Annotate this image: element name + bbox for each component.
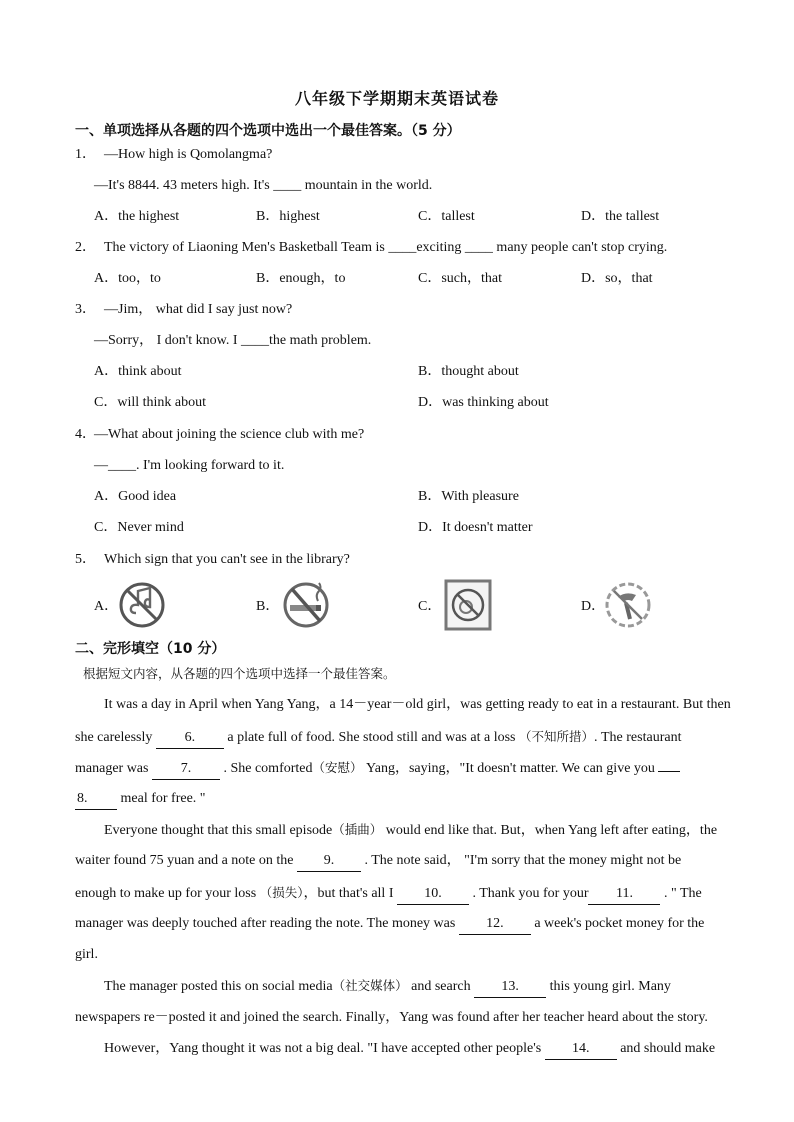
q1-option-b: B．highest bbox=[256, 209, 320, 224]
no-phone-sign-icon bbox=[604, 575, 652, 631]
q4-option-c: C．Never mind bbox=[94, 520, 184, 535]
question-3-text: —Jim， what did I say just now? bbox=[104, 302, 293, 317]
blank-9[interactable]: 9. bbox=[297, 851, 361, 872]
question-5-number: 5． bbox=[75, 552, 96, 567]
passage-line: manager was deeply touched after reading the note. The money was 12. a week's pocket money for the bbox=[75, 914, 704, 935]
passage-line: Everyone thought that this small episode（插曲） would end like that. But，when Yang left after eating，the bbox=[104, 822, 718, 838]
q4-option-d: D．It doesn't matter bbox=[418, 520, 533, 535]
question-2-number: 2． bbox=[75, 240, 96, 255]
passage-line: 8. meal for free. " bbox=[75, 789, 206, 810]
blank-6[interactable]: 6. bbox=[156, 728, 224, 749]
q2-option-d: D．so，that bbox=[581, 271, 653, 286]
q3-option-d: D．was thinking about bbox=[418, 395, 549, 410]
question-4-number: 4． bbox=[75, 427, 96, 442]
q3-option-a: A．think about bbox=[94, 364, 182, 379]
passage-line: manager was 7. . She comforted（安慰） Yang，saying，"It doesn't matter. We can give you bbox=[75, 758, 680, 780]
question-4-text: —What about joining the science club with me? bbox=[94, 427, 365, 442]
question-3-number: 3． bbox=[75, 302, 96, 317]
passage-line: The manager posted this on social media（社交媒体） and search 13. this young girl. Many bbox=[104, 976, 671, 998]
passage-line: girl. bbox=[75, 947, 98, 962]
q1-option-a: A．the highest bbox=[94, 209, 180, 224]
no-music-sign-icon bbox=[118, 575, 166, 631]
question-3-reply: —Sorry， I don't know. I ____the math problem. bbox=[94, 333, 372, 348]
q5-option-a: A． bbox=[94, 599, 119, 614]
blank-14[interactable]: 14. bbox=[545, 1039, 617, 1060]
blank-7[interactable]: 7. bbox=[152, 759, 220, 780]
passage-line: However，Yang thought it was not a big deal. "I have accepted other people's 14. and should make bbox=[104, 1039, 715, 1060]
section2-heading: 二、完形填空（10 分） bbox=[75, 641, 226, 657]
q2-option-a: A．too，to bbox=[94, 271, 161, 286]
q4-option-a: A．Good idea bbox=[94, 489, 177, 504]
passage-line: waiter found 75 yuan and a note on the 9. . The note said， "I'm sorry that the money might not be bbox=[75, 851, 681, 872]
question-1-reply: —It's 8844. 43 meters high. It's ____ mountain in the world. bbox=[94, 178, 433, 193]
no-smoking-sign-icon bbox=[282, 575, 330, 631]
question-5-text: Which sign that you can't see in the library? bbox=[104, 552, 350, 567]
passage-line: she carelessly 6. a plate full of food. She stood still and was at a loss （不知所措）. The restaurant bbox=[75, 727, 681, 749]
question-4-reply: —____. I'm looking forward to it. bbox=[94, 458, 285, 473]
section2-instruction: 根据短文内容，从各题的四个选项中选择一个最佳答案。 bbox=[83, 666, 396, 681]
blank-12[interactable]: 12. bbox=[459, 914, 531, 935]
section1-heading: 一、单项选择从各题的四个选项中选出一个最佳答案。（5 分） bbox=[75, 123, 461, 139]
blank-8[interactable]: 8. bbox=[75, 789, 117, 810]
question-1-number: 1． bbox=[75, 147, 96, 162]
blank-13[interactable]: 13. bbox=[474, 977, 546, 998]
passage-line: It was a day in April when Yang Yang，a 14－year－old girl，was getting ready to eat in a restaurant. But then bbox=[104, 697, 731, 712]
q3-option-b: B．thought about bbox=[418, 364, 519, 379]
q2-option-c: C．such，that bbox=[418, 271, 502, 286]
q4-option-b: B．With pleasure bbox=[418, 489, 519, 504]
page-title: 八年级下学期期末英语试卷 bbox=[294, 89, 499, 108]
q5-option-c: C． bbox=[418, 599, 442, 614]
q1-option-d: D．the tallest bbox=[581, 209, 660, 224]
passage-line: newspapers re－posted it and joined the search. Finally，Yang was found after her teacher heard about the story. bbox=[75, 1010, 708, 1025]
question-1-text: —How high is Qomolangma? bbox=[104, 147, 273, 162]
q2-option-b: B．enough，to bbox=[256, 271, 346, 286]
blank-11[interactable]: 11. bbox=[588, 884, 660, 905]
question-2-text: The victory of Liaoning Men's Basketball Team is ____exciting ____ many people can't stop crying. bbox=[104, 240, 668, 255]
q5-option-b: B． bbox=[256, 599, 280, 614]
blank-10[interactable]: 10. bbox=[397, 884, 469, 905]
no-food-sign-icon bbox=[444, 575, 492, 631]
passage-line: enough to make up for your loss （损失），but that's all I 10. . Thank you for your 11. . " The bbox=[75, 883, 702, 905]
q5-option-d: D． bbox=[581, 599, 606, 614]
q1-option-c: C．tallest bbox=[418, 209, 475, 224]
q3-option-c: C．will think about bbox=[94, 395, 206, 410]
blank-8-start[interactable] bbox=[658, 771, 680, 772]
